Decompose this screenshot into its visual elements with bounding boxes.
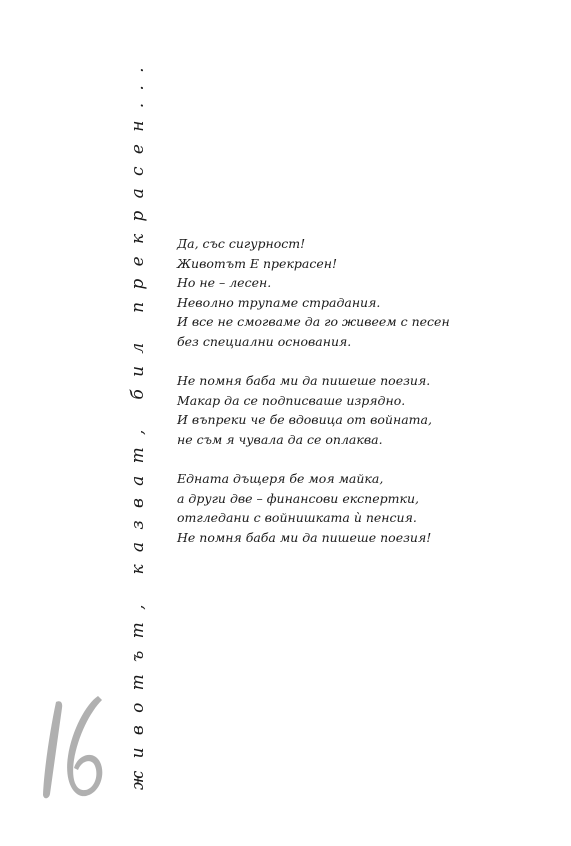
poem-line: Животът Е прекрасен! <box>177 255 338 271</box>
poem-line: Не помня баба ми да пишеше поезия! <box>177 529 432 545</box>
poem-line: Едната дъщеря бе моя майка, <box>177 471 384 487</box>
poem-line: не съм я чувала да се оплаква. <box>177 431 383 447</box>
poem-line: Не помня баба ми да пишеше поезия. <box>177 373 431 389</box>
page-number <box>36 675 116 805</box>
poem-line: Да, със сигурност! <box>177 236 306 251</box>
digit-one-stroke <box>43 701 62 798</box>
page-number-text: 16 <box>36 675 57 694</box>
stanza-1 <box>177 234 517 352</box>
poem-line: отгледани с войнишката ѝ пенсия. <box>177 510 417 526</box>
poem-line: Но не – лесен. <box>177 275 272 291</box>
stanza-2 <box>177 371 517 449</box>
stanza-3 <box>177 469 517 547</box>
poem-line: а други две – финансови експертки, <box>177 490 419 506</box>
poem-line: Макар да се подписваше изрядно. <box>177 392 406 408</box>
page-number-graphic <box>36 675 116 805</box>
poem-line: Неволно трупаме страдания. <box>177 294 381 310</box>
poem <box>177 234 517 567</box>
digit-six-stroke <box>67 696 102 796</box>
poem-line: без специални основания. <box>177 333 352 349</box>
poem-line: И все не смогваме да го живеем с песен <box>177 314 450 330</box>
poem-line: И въпреки че бе вдовица от войната, <box>177 412 432 428</box>
running-title-vertical: животът, казват, бил прекрасен... <box>128 55 148 790</box>
